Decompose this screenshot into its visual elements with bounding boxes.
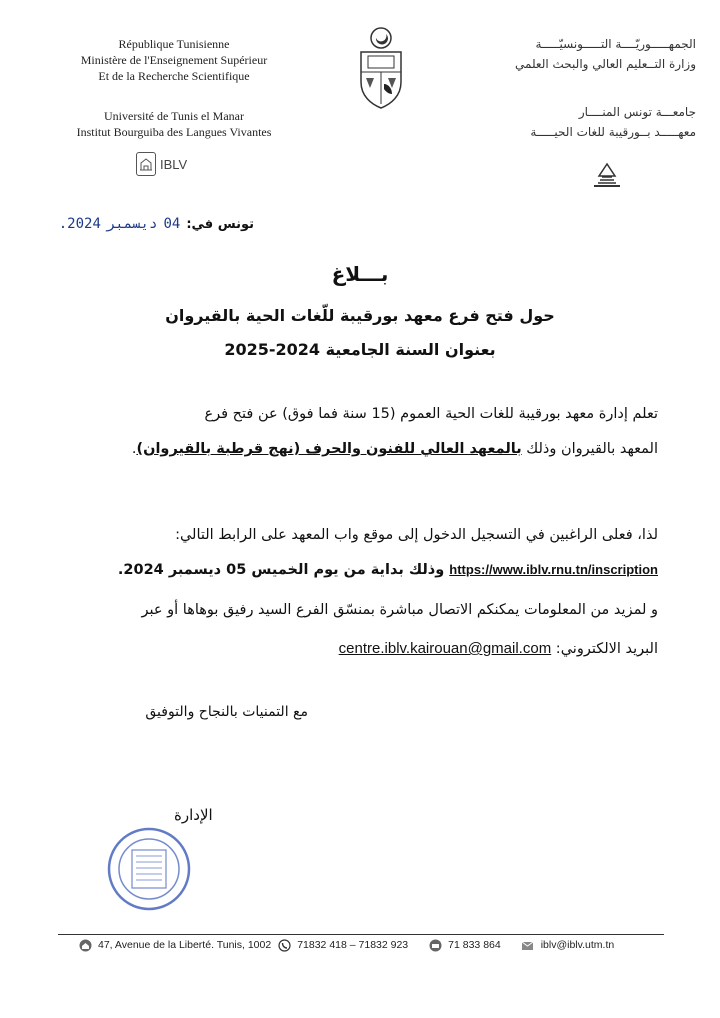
footer-fax: 71 833 864 xyxy=(448,939,501,951)
header-university-ar-block xyxy=(446,102,696,142)
closing-wishes: مع التمنيات بالنجاح والتوفيق xyxy=(145,704,308,720)
paragraph-3-line-2 xyxy=(58,640,658,657)
paragraph-1-line-2 xyxy=(58,441,658,457)
header-ministry-fr xyxy=(44,36,304,84)
official-stamp-icon xyxy=(104,824,194,918)
paragraph-3-line-1: و لمزيد من المعلومات يمكنكم الاتصال مباشرة بمنسّق الفرع السيد رفيق بوهاها أو عبر xyxy=(141,602,658,618)
footer-contact xyxy=(78,938,614,952)
header-university-fr xyxy=(44,108,304,140)
paragraph-1-line-1: تعلم إدارة معهد بورقيبة للغات الحية العموم (15 سنة فما فوق) عن فتح فرع xyxy=(204,406,658,422)
building-icon xyxy=(136,152,156,176)
iblv-logo xyxy=(136,152,187,176)
header-republic: République Tunisienne xyxy=(118,37,230,51)
fax-icon xyxy=(428,938,442,952)
email-icon xyxy=(521,938,535,952)
university-logo-icon xyxy=(590,158,624,196)
footer-address: 47, Avenue de la Liberté. Tunis, 1002 xyxy=(98,939,272,951)
header-institute-ar: معهـــــد بــورقيبة للغات الحيـــــة xyxy=(530,125,696,139)
coat-of-arms-icon xyxy=(356,26,406,116)
header-ministry: Ministère de l'Enseignement Supérieur xyxy=(80,53,268,67)
header-ministry-ar xyxy=(446,34,696,74)
header-ministry-research-ar: وزارة التــعليم العالي والبحث العلمي xyxy=(515,57,696,71)
page-title: بـــلاغ xyxy=(331,262,389,286)
phone-icon xyxy=(277,938,291,952)
signature-administration: الإدارة xyxy=(174,806,213,824)
contact-email-link[interactable]: centre.iblv.kairouan@gmail.com xyxy=(338,640,552,657)
paragraph-2-line-2 xyxy=(58,562,658,578)
email-label: البريد الالكتروني: xyxy=(551,641,658,657)
paragraph-2-line-1: لذا، فعلى الراغبين في التسجيل الدخول إلى موقع واب المعهد على الرابط التالي: xyxy=(175,527,658,543)
title-subject: حول فتح فرع معهد بورقيبة للّغات الحية بالقيروان xyxy=(165,306,555,325)
header-research: Et de la Recherche Scientifique xyxy=(98,69,250,83)
footer-divider xyxy=(58,934,664,935)
header-university: Université de Tunis el Manar xyxy=(104,109,244,123)
header-institute: Institut Bourguiba des Langues Vivantes xyxy=(76,125,272,139)
registration-link[interactable]: https://www.iblv.rnu.tn/inscription xyxy=(449,562,658,577)
date-label: تونس في: xyxy=(186,217,254,232)
footer-email[interactable]: iblv@iblv.utm.tn xyxy=(540,939,615,951)
footer-phones: 71832 418 – 71832 923 xyxy=(297,939,409,951)
date-year: 2024. xyxy=(58,216,101,232)
registration-start-text: وذلك بداية من يوم الخميس 05 ديسمبر 2024. xyxy=(117,562,450,578)
venue-name: بالمعهد العالي للفنون والحرف (نهج قرطبة بالقيروان) xyxy=(136,441,522,457)
title-academic-year: بعنوان السنة الجامعية 2024-2025 xyxy=(224,340,496,359)
date-day: 04 xyxy=(163,216,181,232)
paragraph-1-prefix: المعهد بالقيروان وذلك xyxy=(521,441,658,457)
paragraph-1-suffix: . xyxy=(131,441,137,457)
header-republic-ar: الجمهـــــوريّــــة التـــــونسيّـــــة xyxy=(535,37,696,51)
home-icon xyxy=(78,938,92,952)
date-line xyxy=(59,216,254,232)
header-university-ar: جامعـــة تونس المنــــار xyxy=(578,105,696,119)
date-month: ديسمبر xyxy=(106,216,158,232)
iblv-logo-text: IBLV xyxy=(160,156,188,172)
